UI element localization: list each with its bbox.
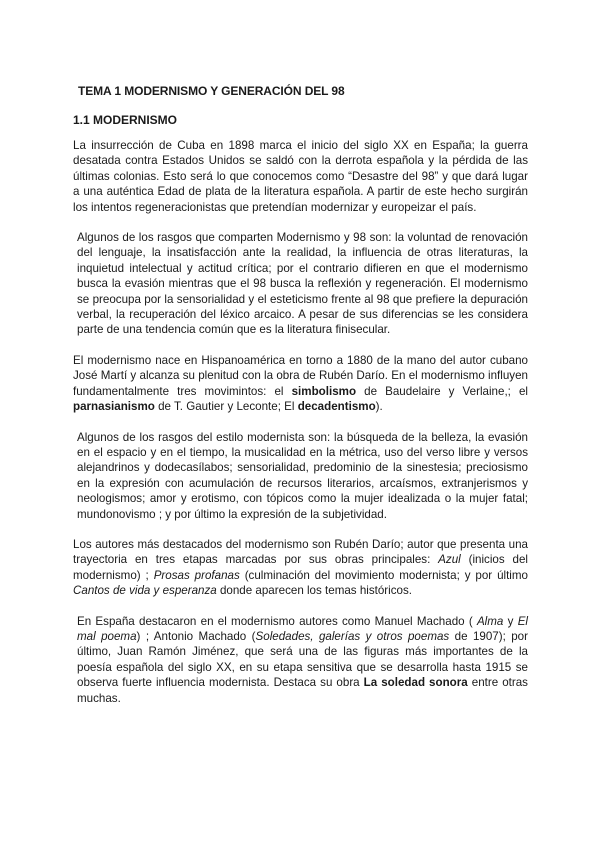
parnasianismo-term: parnasianismo xyxy=(73,400,155,414)
prosas-profanas-title: Prosas profanas xyxy=(153,568,240,582)
document-title: TEMA 1 MODERNISMO Y GENERACIÓN DEL 98 xyxy=(78,84,345,98)
cantos-title: Cantos de vida y esperanza xyxy=(73,584,217,598)
p5-text-1: Los autores más destacados del modernismo son Rubén Darío; autor que presenta una trayectoria en tres etapas marcadas por sus obras principales: xyxy=(73,537,528,567)
p3-text-4: ). xyxy=(375,400,383,414)
p5-text-3: (culminación del movimiento modernista; y por último xyxy=(239,568,528,582)
p5-text-4: donde aparecen los temas históricos. xyxy=(216,584,413,598)
decadentismo-term: decadentismo xyxy=(297,400,376,414)
p6-text-1: En España destacaron en el modernismo autores como Manuel Machado ( xyxy=(77,614,477,628)
paragraph-4: Algunos de los rasgos del estilo modernista son: la búsqueda de la belleza, la evasión en el espacio y en el tiempo, la musicalidad en la métrica, uso del verso libre y versos alejandrinos y dodecasílabos; sensorialidad, predominio de la sinestesia; preciosismo en la expresión con acumulación de recursos literarios, arcaísmos, extranjerismos y neologismos; amor y erotismo, con tópicos como la mujer idealizada o la mujer fatal; mundonovismo ; y por último la expresión de la subjetividad. xyxy=(77,430,528,521)
p6-text-4: de 1907); por último, Juan Ramón Jiménez, que será una de las figuras más importantes de la poesía española del siglo XX, en su etapa sensitiva que se desarrolla hasta 1915 se observa fuerte influencia modernista. Destaca su obra xyxy=(77,629,528,690)
paragraph-1: La insurrección de Cuba en 1898 marca el inicio del siglo XX en España; la guerra desatada contra Estados Unidos se saldó con la derrota española y la pérdida de las últimas colonias. Esto será lo que conocemos como “Desastre del 98” y que dará lugar a una auténtica Edad de plata de la literatura española. A partir de este hecho surgirán los intentos regeneracionistas que pretendían modernizar y europeizar el país. xyxy=(73,139,528,214)
paragraph-5 xyxy=(73,537,528,599)
section-heading: 1.1 MODERNISMO xyxy=(73,113,178,127)
p6-text-2: y xyxy=(503,614,518,628)
p6-text-3: ) ; Antonio Machado ( xyxy=(136,629,256,643)
p3-text-3: de T. Gautier y Leconte; El xyxy=(154,400,298,414)
paragraph-2: Algunos de los rasgos que comparten Modernismo y 98 son: la voluntad de renovación del lenguaje, la insatisfacción ante la realidad, la influencia de otras literaturas, la inquietud intelectual y actitud crítica; por el contrario difieren en que el modernismo busca la evasión mientras que el 98 busca la reflexión y regeneración. El modernismo se preocupa por la sensorialidad y el esteticismo frente al 98 que prefiere la depuración verbal, la recuperación del léxico arcaico. A pesar de sus diferencias se les considera parte de una tendencia común que es la literatura finisecular. xyxy=(77,231,528,337)
soledades-title: Soledades, galerías y otros poemas xyxy=(255,629,450,643)
simbolismo-term: simbolismo xyxy=(291,384,357,398)
el-mal-poema-title: El mal poema xyxy=(77,614,528,643)
paragraph-6 xyxy=(73,614,528,706)
la-soledad-sonora-title: La soledad sonora xyxy=(363,676,468,690)
p3-text-2: de Baudelaire y Verlaine,; el xyxy=(356,384,528,398)
paragraph-3 xyxy=(73,353,528,415)
p6-text-5: entre otras muchas. xyxy=(77,676,528,705)
alma-title: Alma xyxy=(476,614,504,628)
document-body xyxy=(73,138,528,720)
p3-text-1: El modernismo nace en Hispanoamérica en torno a 1880 de la mano del autor cubano José Martí y alcanza su plenitud con la obra de Rubén Darío. En el modernismo influyen fundamentalmente tres movimintos: el xyxy=(73,353,528,398)
azul-title: Azul xyxy=(438,553,461,567)
p5-text-2: (inicios del modernismo) ; xyxy=(73,553,528,582)
